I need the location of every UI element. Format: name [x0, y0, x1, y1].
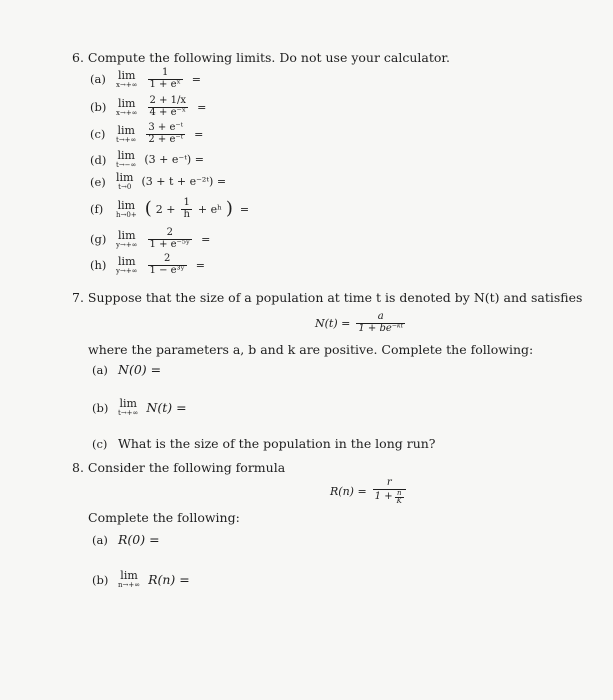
- q6-part-a: [90, 68, 201, 90]
- equals-sign: =: [194, 127, 204, 141]
- q6-part-c: [90, 123, 203, 145]
- part-label: (c): [92, 436, 108, 451]
- q6-number: 6.: [72, 50, 84, 65]
- equals-sign: =: [197, 100, 207, 114]
- q7-part-a: [92, 362, 161, 377]
- part-label: (b): [90, 100, 107, 114]
- q6-prompt: Compute the following limits. Do not use your calculator.: [87, 50, 450, 65]
- formula-lhs: N(t) =: [315, 316, 351, 330]
- fraction: $\frac{a}{\text{1 + be⁻ᵏᵗ}}$: [358, 311, 404, 334]
- q7-header: [72, 290, 582, 305]
- close-paren: ): [225, 198, 233, 219]
- part-label: (a): [90, 72, 106, 86]
- limit-operator: lim n→+∞: [118, 569, 141, 589]
- q7-prompt: Suppose that the size of a population at time t is denoted by N(t) and satisfies: [87, 290, 583, 305]
- expression-left: 2 +: [155, 202, 176, 216]
- equals-sign: =: [195, 258, 206, 272]
- fraction: r 1 + $\frac{n}{K}$: [373, 478, 406, 505]
- limit-operator: lim h→0+: [116, 198, 137, 219]
- q6-part-b: [90, 96, 206, 118]
- fraction: $\frac{2 + 1/x}{\text{4 + e⁻ˣ}}$: [149, 95, 187, 118]
- q7-part-c: [92, 436, 436, 451]
- part-label: (a): [92, 362, 108, 377]
- q8-header: [72, 460, 285, 475]
- open-paren: (: [144, 198, 152, 219]
- q6-part-e: [90, 172, 226, 191]
- q6-part-f: [90, 198, 249, 220]
- expression: N(0) =: [118, 362, 162, 377]
- q6-header: [72, 50, 450, 65]
- part-label: (b): [92, 400, 109, 415]
- q8-formula: [330, 478, 408, 505]
- equals-sign: =: [201, 232, 211, 246]
- part-label: (g): [90, 232, 107, 246]
- expression: R(n) =: [148, 572, 190, 587]
- expression: (3 + t + e⁻²ᵗ) =: [141, 175, 227, 188]
- fraction: $\frac{1}{h}$: [183, 197, 190, 220]
- q7-part-b: [92, 398, 187, 417]
- equals-sign: =: [239, 202, 250, 216]
- q6-part-g: [90, 228, 210, 250]
- fraction: $\frac{2}{\text{1 − e³ʸ}}$: [149, 253, 185, 276]
- part-label: (b): [92, 572, 109, 587]
- limit-operator: lim x→+∞: [116, 68, 138, 89]
- limit-operator: lim y→+∞: [116, 254, 138, 275]
- expression-right: + eʰ: [197, 202, 222, 216]
- q7-where: where the parameters a, b and k are positive. Complete the following:: [88, 342, 534, 357]
- formula-lhs: R(n) =: [330, 485, 367, 499]
- q7-number: 7.: [72, 290, 84, 305]
- fraction: $\frac{\text{3 + e⁻ᵗ}}{\text{2 + e⁻ᵗ}}$: [148, 122, 184, 145]
- limit-operator: lim t→0: [116, 171, 134, 191]
- limit-operator: lim y→+∞: [116, 228, 138, 249]
- limit-operator: lim t→+∞: [118, 397, 139, 417]
- part-label: (c): [90, 127, 106, 141]
- q7-formula: [315, 312, 407, 334]
- q8-number: 8.: [72, 460, 84, 475]
- part-label: (d): [90, 152, 107, 167]
- q8-complete: Complete the following:: [88, 510, 240, 525]
- fraction: $\frac{2}{\text{1 + e⁻⁵ʸ}}$: [149, 227, 191, 250]
- q8-part-b: [92, 570, 190, 589]
- q6-part-h: [90, 254, 205, 276]
- limit-operator: lim t→−∞: [116, 149, 137, 169]
- q6-part-d: [90, 150, 204, 169]
- limit-operator: lim x→+∞: [116, 96, 138, 117]
- expression: R(0) =: [118, 532, 160, 547]
- limit-operator: lim t→+∞: [116, 123, 137, 144]
- part-label: (e): [90, 174, 106, 189]
- part-label: (h): [90, 258, 107, 272]
- expression: N(t) =: [146, 400, 187, 415]
- fraction: $\frac{1}{\text{1 + eˣ}}$: [149, 67, 181, 90]
- question-text: What is the size of the population in the long run?: [118, 436, 436, 451]
- part-label: (a): [92, 532, 108, 547]
- expression: (3 + e⁻ᵗ) =: [144, 153, 204, 166]
- equals-sign: =: [191, 72, 201, 86]
- part-label: (f): [90, 202, 104, 216]
- q8-part-a: [92, 532, 160, 547]
- q8-prompt: Consider the following formula: [87, 460, 286, 475]
